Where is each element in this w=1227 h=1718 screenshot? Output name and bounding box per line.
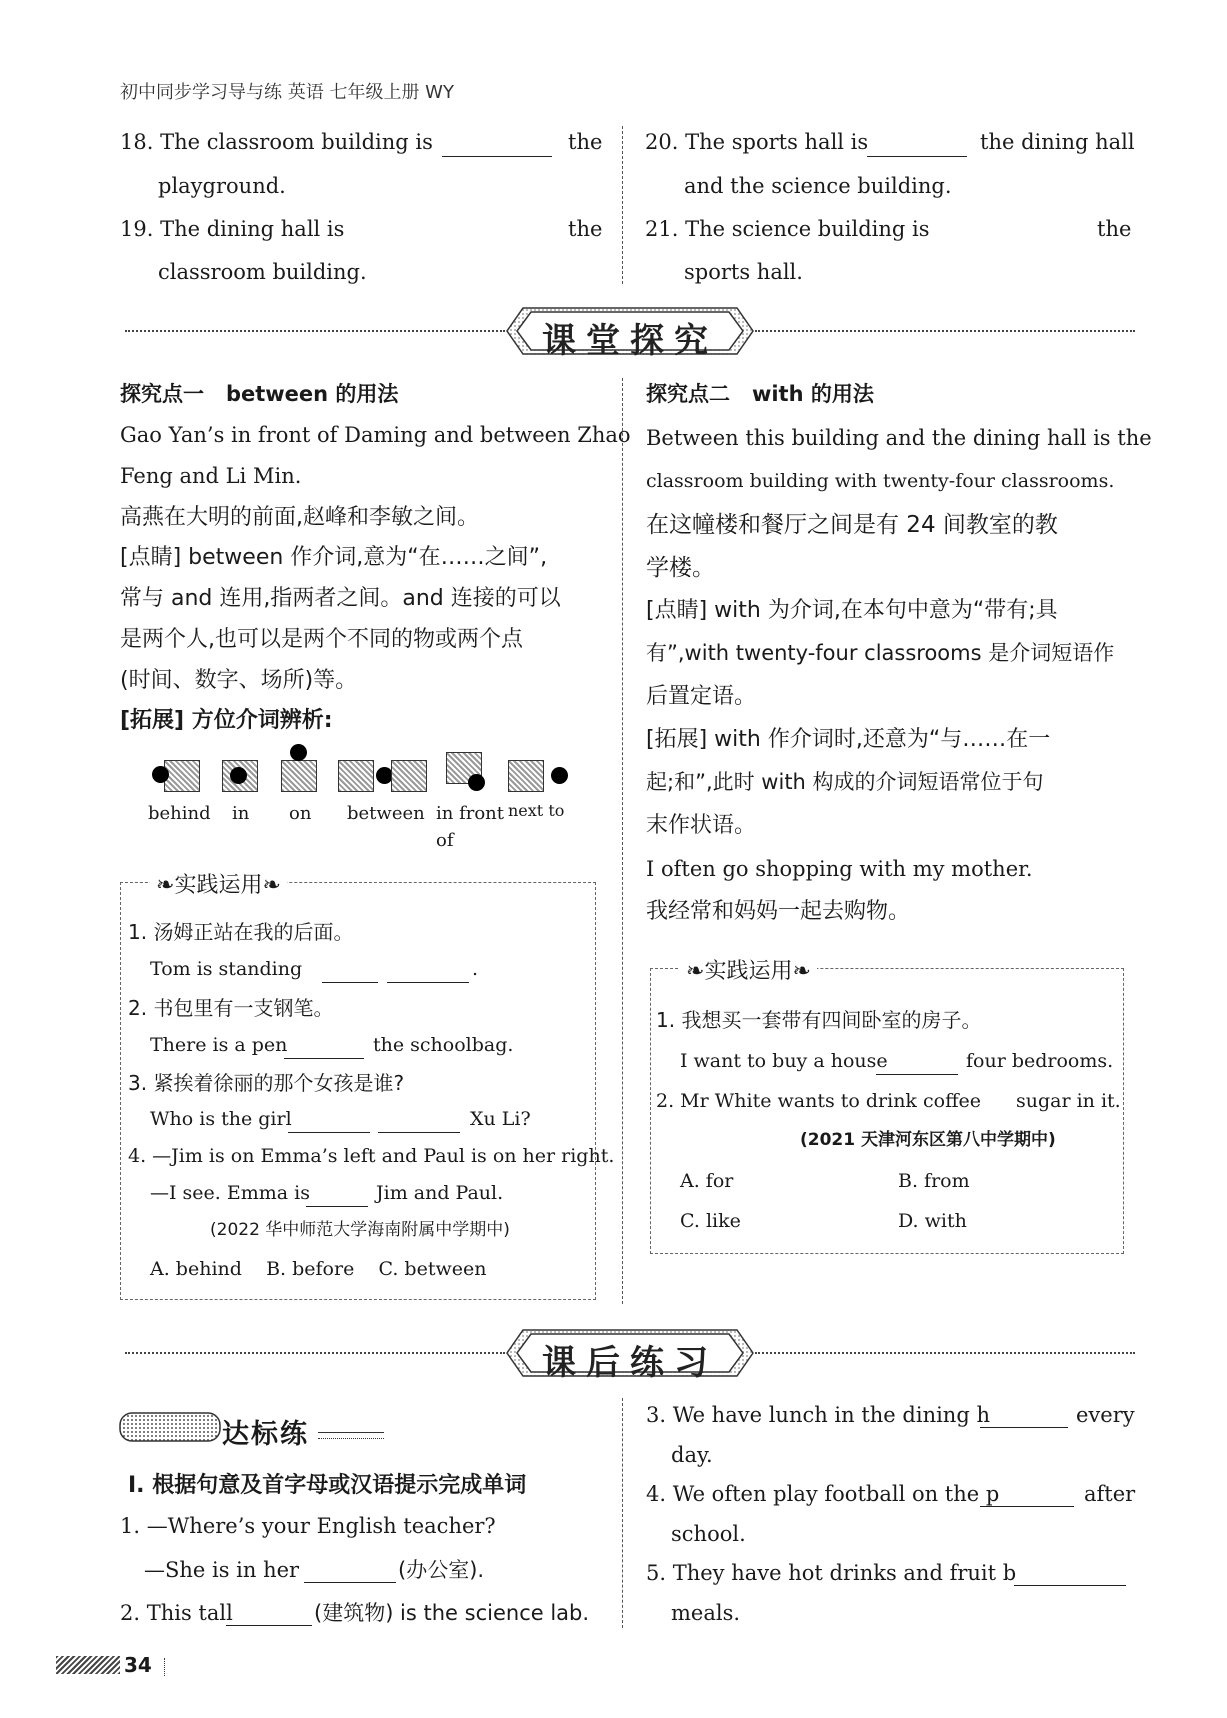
cube-on-icon xyxy=(281,760,317,792)
section-title: Ⅰ. 根据句意及首字母或汉语提示完成单词 xyxy=(128,1473,527,1498)
banner2-rule-left xyxy=(125,1352,505,1354)
p2-q2-pre: 2. Mr White wants to drink coffee xyxy=(656,1090,982,1112)
leaf-right-icon: ❧ xyxy=(262,873,281,898)
point2-example2-en: I often go shopping with my mother. xyxy=(646,857,1033,881)
p2-q1-en-pre: I want to buy a house xyxy=(680,1050,888,1072)
ball-on-icon xyxy=(290,744,307,761)
tag-badge-icon xyxy=(118,1410,224,1444)
p2-option-b[interactable]: B. from xyxy=(898,1170,970,1192)
p1-q4-blank[interactable] xyxy=(306,1188,368,1207)
label-infront: in front xyxy=(436,803,505,824)
p1-q3-cn: 3. 紧挨着徐丽的那个女孩是谁? xyxy=(128,1071,405,1095)
after-q3-blank[interactable] xyxy=(980,1409,1068,1428)
footer-tick xyxy=(164,1658,165,1676)
leaf-right-icon: ❧ xyxy=(792,959,811,984)
q18-post: the xyxy=(568,130,603,154)
leaf-left-icon: ❧ xyxy=(686,959,705,984)
p1-q2-cn: 2. 书包里有一支钢笔。 xyxy=(128,996,334,1020)
cube-nextto-icon xyxy=(508,760,544,792)
point2-example-en-1: Between this building and the dining hall is the xyxy=(646,426,1152,450)
q20-line2: and the science building. xyxy=(684,174,952,198)
point2-tip-2: 有”,with twenty-four classrooms 是介词短语作 xyxy=(646,641,1115,665)
p2-option-a[interactable]: A. for xyxy=(680,1170,734,1192)
p1-q1-blank-2[interactable] xyxy=(387,964,469,983)
point1-tip-4: (时间、数字、场所)等。 xyxy=(120,668,358,693)
column-divider-middle xyxy=(622,378,623,1304)
point2-ext-2: 起;和”,此时 with 构成的介词短语常位于句 xyxy=(646,770,1044,794)
p1-q4-line2-pre: —I see. Emma is xyxy=(150,1182,310,1204)
point1-tip-2: 常与 and 连用,指两者之间。and 连接的可以 xyxy=(120,586,561,611)
point1-example-en-2: Feng and Li Min. xyxy=(120,464,302,488)
leaf-left-icon: ❧ xyxy=(156,873,175,898)
p2-q2-post: sugar in it. xyxy=(1016,1090,1121,1112)
p1-q4-line1: 4. —Jim is on Emma’s left and Paul is on her right. xyxy=(128,1145,615,1167)
banner1-rule-left xyxy=(125,330,505,332)
p1-q1-en: Tom is standing xyxy=(150,958,303,980)
p1-q1-blank-1[interactable] xyxy=(322,964,378,983)
label-of: of xyxy=(436,830,454,851)
point2-tip-1: [点睛] with 为介词,在本句中意为“带有;具 xyxy=(646,598,1058,623)
banner2-rule-right xyxy=(755,1352,1135,1354)
after-q1-blank[interactable] xyxy=(304,1564,396,1583)
page-number: 34 xyxy=(124,1653,152,1677)
point1-example-en-1: Gao Yan’s in front of Daming and between Zhao xyxy=(120,423,631,447)
column-divider-bottom xyxy=(622,1398,623,1628)
after-q3-post: every xyxy=(1076,1403,1135,1427)
p1-q3-en-pre: Who is the girl xyxy=(150,1108,292,1130)
after-q5-pre: 5. They have hot drinks and fruit b xyxy=(646,1561,1017,1585)
page-header: 初中同步学习导与练 英语 七年级上册 WY xyxy=(120,82,454,103)
label-between: between xyxy=(347,803,425,824)
after-q1-line2-pre: —She is in her xyxy=(144,1558,300,1582)
p2-option-d[interactable]: D. with xyxy=(898,1210,967,1232)
cube-behind-icon xyxy=(164,760,200,792)
point1-extension: [拓展] 方位介词辨析: xyxy=(120,708,333,733)
label-nextto: next to xyxy=(508,801,565,820)
p1-q3-en-post: Xu Li? xyxy=(470,1108,531,1130)
point1-tip-3: 是两个人,也可以是两个不同的物或两个点 xyxy=(120,627,523,652)
after-q1-line1: 1. —Where’s your English teacher? xyxy=(120,1514,496,1538)
point2-example2-cn: 我经常和妈妈一起去购物。 xyxy=(646,899,911,924)
q20-post: the dining hall xyxy=(980,130,1135,154)
question-19: 19. The dining hall is xyxy=(120,217,345,241)
p2-q1-cn: 1. 我想买一套带有四间卧室的房子。 xyxy=(656,1008,982,1032)
q21-line2: sports hall. xyxy=(684,260,803,284)
ball-nextto-icon xyxy=(551,767,568,784)
p1-q3-blank-1[interactable] xyxy=(288,1114,370,1133)
p1-q4-line2-post: Jim and Paul. xyxy=(376,1182,504,1204)
point2-tip-3: 后置定语。 xyxy=(646,684,757,709)
after-q2-blank[interactable] xyxy=(226,1607,312,1626)
q19-post: the xyxy=(568,217,603,241)
point2-ext-1: [拓展] with 作介词时,还意为“与……在一 xyxy=(646,727,1051,752)
p1-q2-blank[interactable] xyxy=(284,1040,364,1059)
standard-practice-tag xyxy=(118,1410,390,1450)
after-q3-line2: day. xyxy=(671,1443,713,1467)
point2-title: 探究点二 with 的用法 xyxy=(646,382,874,406)
q19-line2: classroom building. xyxy=(158,260,367,284)
tag-rule xyxy=(318,1432,384,1433)
banner-classroom-explore xyxy=(505,304,755,361)
p1-q2-en-pre: There is a pen xyxy=(150,1034,288,1056)
after-q5-line2: meals. xyxy=(671,1601,741,1625)
after-q4-post: after xyxy=(1084,1482,1136,1506)
after-q4-line2: school. xyxy=(671,1522,746,1546)
ball-behind-icon xyxy=(152,766,169,783)
column-divider xyxy=(622,126,623,284)
q18-line2: playground. xyxy=(158,174,286,198)
after-q4-blank[interactable] xyxy=(980,1488,1074,1507)
p2-q1-en-post: four bedrooms. xyxy=(966,1050,1114,1072)
point2-example-cn-1: 在这幢楼和餐厅之间是有 24 间教室的教 xyxy=(646,512,1058,538)
after-q1-hint: (办公室). xyxy=(398,1558,485,1582)
label-on: on xyxy=(289,803,312,824)
practice1-title: ❧实践运用❧ xyxy=(150,868,287,899)
ball-infront-icon xyxy=(468,774,485,791)
tag-rule-2 xyxy=(318,1438,384,1439)
banner2-label: 课后练习 xyxy=(542,1343,718,1383)
p1-q3-blank-2[interactable] xyxy=(378,1114,460,1133)
footer-pattern-icon xyxy=(56,1656,120,1674)
point1-title: 探究点一 between 的用法 xyxy=(120,382,399,406)
after-q4-pre: 4. We often play football on the p xyxy=(646,1482,1000,1506)
cube-between-left-icon xyxy=(338,760,374,792)
after-q2-pre: 2. This tall xyxy=(120,1601,233,1625)
point2-example-en-2: classroom building with twenty-four classrooms. xyxy=(646,470,1115,492)
q18-blank[interactable] xyxy=(442,138,552,157)
p2-q2-source: (2021 天津河东区第八中学期中) xyxy=(800,1130,1056,1150)
banner1-rule-right xyxy=(755,330,1135,332)
ball-in-icon xyxy=(230,767,247,784)
q20-blank[interactable] xyxy=(867,138,967,157)
point1-example-cn: 高燕在大明的前面,赵峰和李敏之间。 xyxy=(120,505,479,530)
after-q5-blank[interactable] xyxy=(1014,1567,1126,1586)
question-20: 20. The sports hall is xyxy=(645,130,869,154)
after-q3-pre: 3. We have lunch in the dining h xyxy=(646,1403,990,1427)
practice2-title: ❧实践运用❧ xyxy=(680,954,817,985)
point1-tip-1: [点睛] between 作介词,意为“在……之间”, xyxy=(120,545,548,570)
after-q2-post: (建筑物) is the science lab. xyxy=(314,1601,590,1625)
point2-example-cn-2: 学楼。 xyxy=(646,555,715,581)
p1-q2-en-post: the schoolbag. xyxy=(373,1034,514,1056)
point2-ext-3: 末作状语。 xyxy=(646,813,757,838)
banner-after-class xyxy=(505,1326,755,1383)
question-18: 18. The classroom building is xyxy=(120,130,433,154)
p2-option-c[interactable]: C. like xyxy=(680,1210,741,1232)
question-21: 21. The science building is xyxy=(645,217,930,241)
p2-q1-blank[interactable] xyxy=(876,1056,958,1075)
q21-post: the xyxy=(1097,217,1132,241)
p1-q4-options: A. behind B. before C. between xyxy=(150,1258,487,1280)
p1-q4-source: (2022 华中师范大学海南附属中学期中) xyxy=(210,1220,510,1240)
p1-q1-cn: 1. 汤姆正站在我的后面。 xyxy=(128,920,354,944)
p1-q1-end: . xyxy=(472,958,479,980)
banner1-label: 课堂探究 xyxy=(542,321,718,361)
cube-between-right-icon xyxy=(391,760,427,792)
tag-label: 达标练 xyxy=(222,1419,309,1450)
label-behind: behind xyxy=(148,803,211,824)
label-in: in xyxy=(232,803,250,824)
